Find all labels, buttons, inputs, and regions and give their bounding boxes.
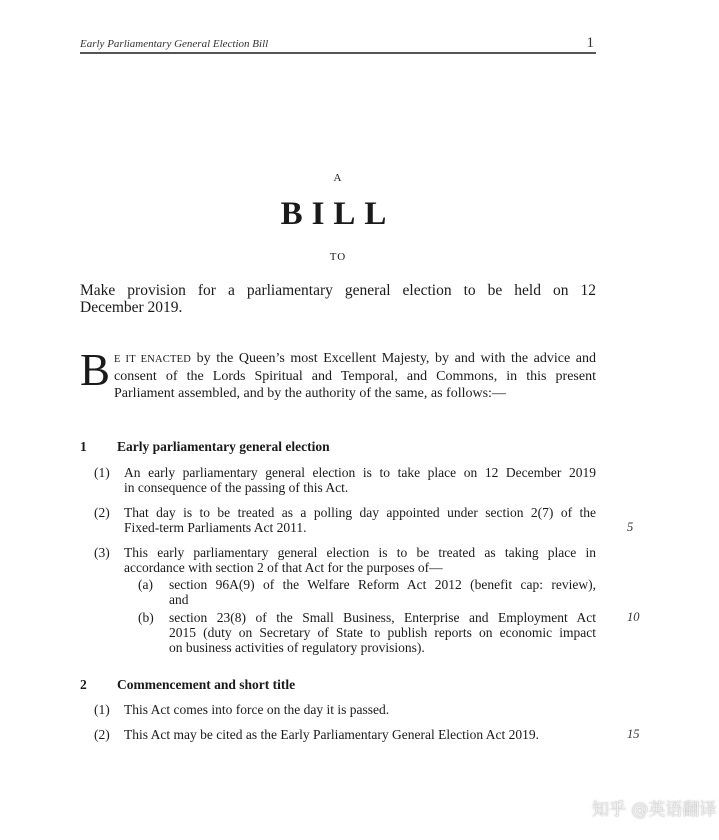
running-head-title: Early Parliamentary General Election Bill [80, 38, 269, 50]
subsection-label: (2) [94, 727, 110, 742]
enacting-smallcaps: E IT ENACTED [114, 354, 192, 365]
section-number: 1 [80, 439, 87, 454]
subsection-line: This Act comes into force on the day it is passed. [124, 702, 390, 717]
enacting-line: Parliament assembled, and by the authority of the same, as follows:— [114, 386, 506, 401]
long-title-line: December 2019. [80, 299, 183, 316]
line-number: 10 [627, 610, 640, 624]
front-to-label: TO [329, 251, 347, 263]
paragraph-line: section 23(8) of the Small Business, Enterprise and Employment Act [169, 610, 596, 625]
paragraph-line: section 96A(9) of the Welfare Reform Act 2012 (benefit cap: review), [169, 577, 596, 592]
subsection-label: (1) [94, 702, 110, 717]
paragraph-label: (a) [138, 577, 153, 592]
drop-cap: B [80, 345, 111, 395]
subsection-line: accordance with section 2 of that Act for the purposes of— [124, 560, 443, 575]
paragraph-line: on business activities of regulatory provisions). [169, 640, 425, 655]
bill-title: BILL [280, 196, 396, 232]
subsection-line: That day is to be treated as a polling day appointed under section 2(7) of the [124, 505, 596, 520]
section-number: 2 [80, 677, 87, 692]
long-title [80, 282, 596, 316]
subsection-label: (2) [94, 505, 110, 520]
subsection-line: This Act may be cited as the Early Parliamentary General Election Act 2019. [124, 727, 539, 742]
line-number: 5 [627, 520, 634, 534]
running-head [80, 36, 596, 54]
paragraph-line: 2015 (duty on Secretary of State to publish reports on economic impact [169, 625, 596, 640]
watermark: 知乎 @英语翻译 [592, 800, 717, 820]
enacting-line: by the Queen’s most Excellent Majesty, by and with the advice and [191, 351, 597, 366]
enacting-line: consent of the Lords Spiritual and Temporal, and Commons, in this present [114, 369, 596, 384]
page-number: 1 [586, 35, 594, 51]
section-title: Commencement and short title [117, 677, 296, 692]
subsection-line: in consequence of the passing of this Act. [124, 480, 349, 495]
subsection-label: (3) [94, 545, 110, 560]
paragraph-line: and [169, 592, 189, 607]
front-a-label: A [333, 172, 343, 184]
section-title: Early parliamentary general election [117, 439, 330, 454]
subsection-label: (1) [94, 465, 110, 480]
subsection-line: Fixed-term Parliaments Act 2011. [124, 520, 307, 535]
subsection-line: An early parliamentary general election is to take place on 12 December 2019 [124, 465, 596, 480]
paragraph-label: (b) [138, 610, 154, 625]
subsection-line: This early parliamentary general election is to be treated as taking place in [124, 545, 596, 560]
enacting-formula [80, 345, 597, 402]
line-number: 15 [627, 727, 640, 741]
long-title-line: Make provision for a parliamentary general election to be held on 12 [80, 282, 596, 299]
